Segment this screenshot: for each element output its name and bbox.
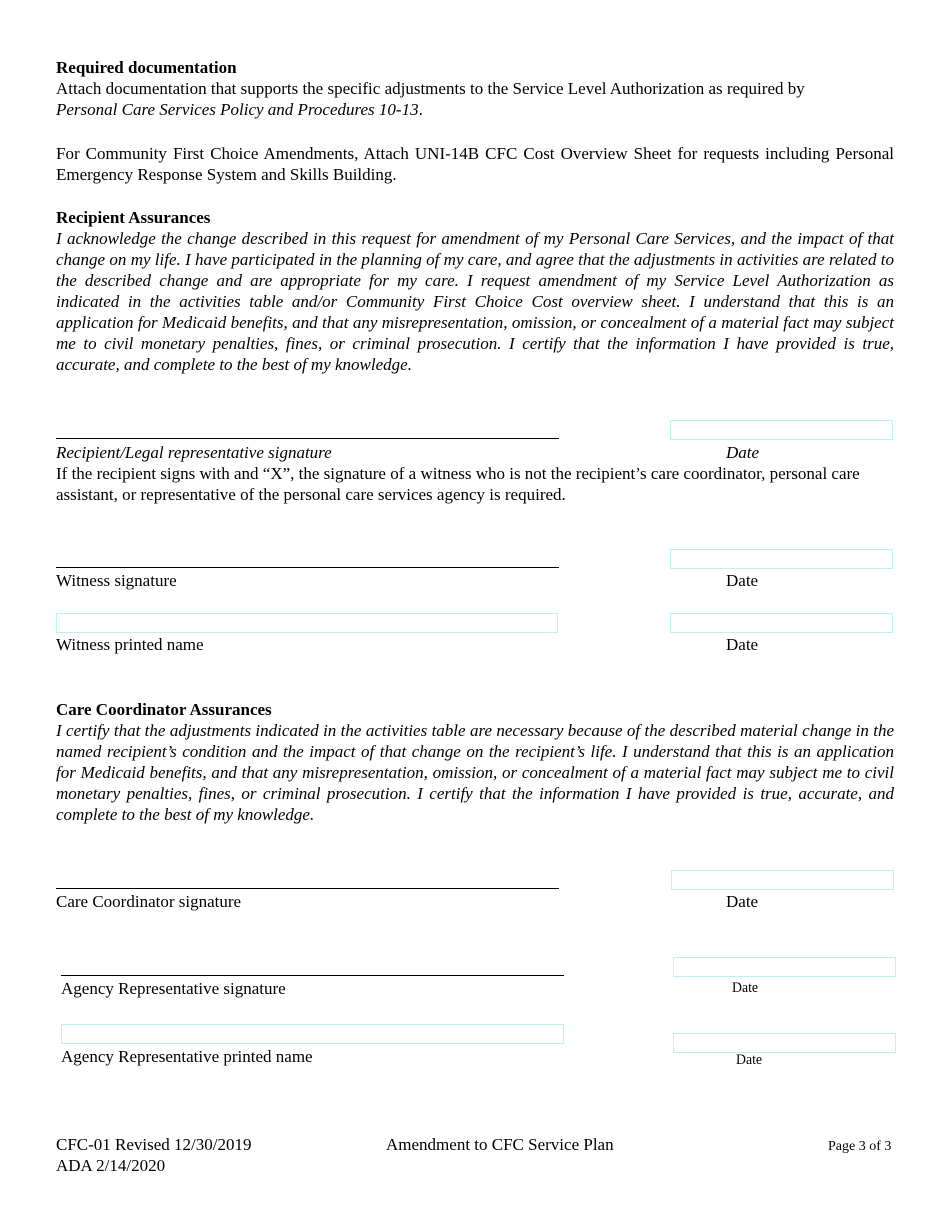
agency-signature-line[interactable] [61,975,564,976]
witness-signature-line[interactable] [56,567,559,568]
witness-signature-date-field[interactable] [670,549,893,569]
required-doc-text [56,78,894,120]
care-coordinator-text: I certify that the adjustments indicated in the activities table are necessary because of the described material change in the named recipient’s condition and the impact of that change on the recipient’s life. I understand that this is an application for Medicaid benefits, and that any misrepresentation, omission, or concealment of a material fact may subject me to civil monetary penalties, fines, or criminal prosecution. I certify that the information I have provided is true, accurate, and complete to the best of my knowledge. [56,721,894,824]
required-doc-line1: Attach documentation that supports the specific adjustments to the Service Level Authorization as required by [56,79,805,98]
recipient-signature-label: Recipient/Legal representative signature [56,443,332,462]
recipient-assurances-heading: Recipient Assurances [56,208,211,227]
witness-requirement-note: If the recipient signs with and “X”, the signature of a witness who is not the recipient’s care coordinator, personal care assistant, or representative of the personal care services agency is required. [56,464,860,504]
care-coordinator-date-field[interactable] [671,870,894,890]
agency-printed-name-label: Agency Representative printed name [61,1047,313,1066]
agency-signature-label: Agency Representative signature [61,979,286,998]
recipient-date-field[interactable] [670,420,893,440]
witness-printed-name-field[interactable] [56,613,558,633]
cfc-amendment-text: For Community First Choice Amendments, Attach UNI-14B CFC Cost Overview Sheet for requests including Personal Emergency Response System and Skills Building. [56,144,894,184]
policy-reference-end: . [418,100,423,119]
witness-signature-label: Witness signature [56,571,177,590]
witness-name-date-label: Date [726,635,759,654]
recipient-date-label: Date [726,443,760,462]
care-coordinator-date-label: Date [726,892,759,911]
policy-reference: Personal Care Services Policy and Procedures 10-13 [56,100,419,119]
footer-page-number: Page 3 of 3 [828,1139,892,1154]
care-coordinator-signature-line[interactable] [56,888,559,889]
agency-signature-date-field[interactable] [673,957,896,977]
agency-name-date-label: Date [736,1052,763,1068]
recipient-signature-line[interactable] [56,438,559,439]
agency-signature-date-label: Date [732,980,759,996]
witness-signature-date-label: Date [726,571,759,590]
recipient-assurances-text: I acknowledge the change described in this request for amendment of my Personal Care Services, and the impact of that change on my life. I have participated in the planning of my care, and agree that the adjustments in activities are related to the described change and are appropriate for my care. I request amendment of my Service Level Authorization as indicated in the activities table and/or Community First Choice Cost overview sheet. I understand that this is an application for Medicaid benefits, and that any misrepresentation, omission, or concealment of a material fact may subject me to civil monetary penalties, fines, or criminal prosecution. I certify that the information I have provided is true, accurate, and complete to the best of my knowledge. [56,229,894,374]
witness-name-date-field[interactable] [670,613,893,633]
witness-printed-name-label: Witness printed name [56,635,204,654]
agency-name-date-field[interactable] [673,1033,896,1053]
care-coordinator-heading: Care Coordinator Assurances [56,700,272,719]
footer-ada-date: ADA 2/14/2020 [56,1156,166,1175]
required-doc-heading: Required documentation [56,58,237,77]
care-coordinator-signature-label: Care Coordinator signature [56,892,242,911]
agency-printed-name-field[interactable] [61,1024,564,1044]
required-doc-line2 [56,99,894,120]
footer-form-id: CFC-01 Revised 12/30/2019 [56,1135,252,1154]
footer-title: Amendment to CFC Service Plan [386,1135,614,1154]
